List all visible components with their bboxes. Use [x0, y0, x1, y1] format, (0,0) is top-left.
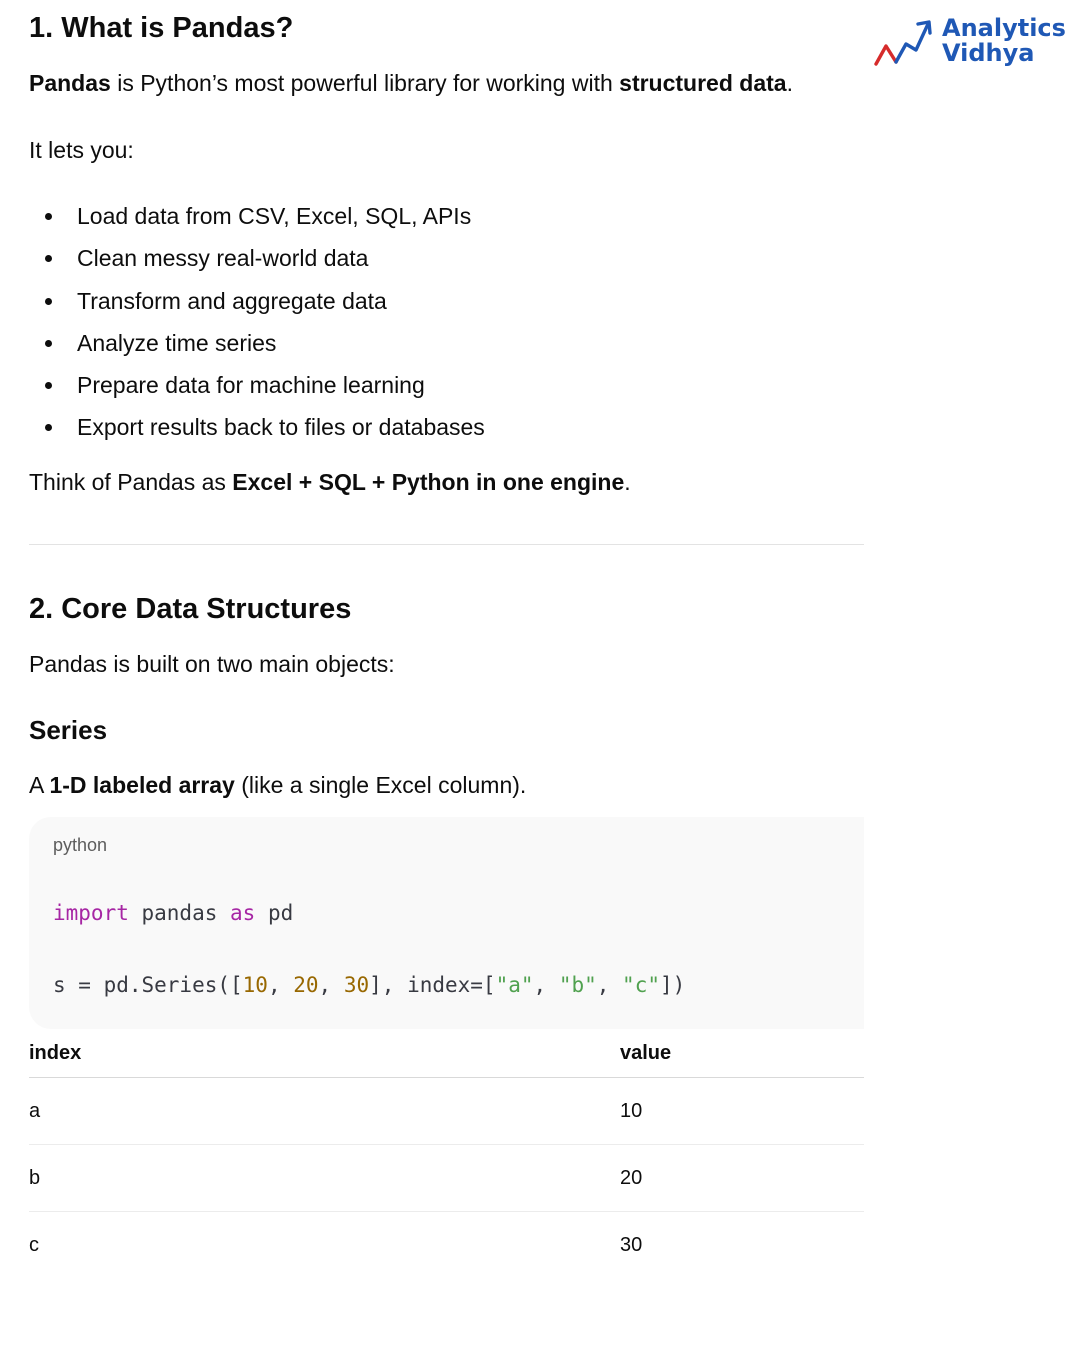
list-item-text: Clean messy real-world data	[77, 245, 369, 272]
list-item	[29, 239, 485, 281]
desc-tail: (like a single Excel column).	[234, 772, 527, 798]
list-item-text: Prepare data for machine learning	[77, 372, 425, 399]
trend-arrow-icon	[872, 16, 934, 70]
module-alias: pd	[255, 901, 294, 925]
logo-line-2: Vidhya	[942, 39, 1035, 67]
pandas-intro-paragraph	[29, 68, 793, 98]
analytics-vidhya-logo	[872, 16, 1072, 72]
summary-end: .	[624, 469, 631, 495]
summary-text: Think of Pandas as	[29, 469, 233, 495]
code-token: ,	[318, 973, 344, 997]
table-row	[29, 1212, 864, 1278]
list-item	[29, 366, 485, 408]
code-token: s = pd.Series([	[53, 973, 243, 997]
bullet-icon	[45, 213, 52, 220]
code-token: ], index=[	[369, 973, 496, 997]
list-item-text: Analyze time series	[77, 329, 277, 356]
code-number: 30	[343, 973, 370, 997]
list-item-text: Load data from CSV, Excel, SQL, APIs	[77, 203, 472, 229]
logo-line-1: Analytics	[942, 14, 1066, 42]
summary-emphasis: Excel + SQL + Python in one engine	[232, 469, 625, 495]
section-heading-what-is-pandas: 1. What is Pandas?	[29, 12, 294, 44]
table-cell: a	[29, 1100, 41, 1122]
table-cell: b	[29, 1167, 41, 1189]
code-line-series	[53, 971, 685, 999]
table-row	[29, 1145, 864, 1212]
table-header-row	[29, 1034, 864, 1078]
table-cell: 30	[620, 1234, 643, 1256]
list-item	[29, 282, 485, 324]
bullet-icon	[45, 298, 52, 305]
code-token: ,	[596, 973, 623, 997]
table-row	[29, 1078, 864, 1145]
keyword-import: import	[53, 901, 129, 925]
list-item	[29, 197, 485, 239]
intro-text: is Python’s most powerful library for working with	[110, 70, 620, 96]
table-cell: 20	[620, 1167, 643, 1189]
lets-you-paragraph: It lets you:	[29, 137, 134, 163]
table-header-value: value	[620, 1042, 672, 1064]
series-table	[29, 1034, 864, 1278]
code-string: "a"	[495, 973, 534, 997]
series-description	[29, 770, 526, 800]
pandas-term: Pandas	[29, 70, 111, 96]
list-item-text: Export results back to files or databases	[77, 414, 485, 441]
list-item	[29, 324, 485, 366]
section-divider	[29, 544, 864, 545]
code-language-label: python	[53, 835, 108, 855]
bullet-icon	[45, 424, 52, 431]
bullet-icon	[45, 382, 52, 389]
summary-paragraph	[29, 467, 631, 497]
series-subheading: Series	[29, 715, 108, 745]
code-token: ])	[659, 973, 686, 997]
keyword-as: as	[230, 901, 256, 925]
code-token: ,	[533, 973, 559, 997]
bullet-icon	[45, 255, 52, 262]
code-string: "b"	[558, 973, 597, 997]
section-heading-core-data-structures: 2. Core Data Structures	[29, 593, 352, 625]
code-string: "c"	[622, 973, 660, 997]
code-number: 10	[242, 973, 268, 997]
list-item	[29, 408, 485, 450]
code-token: ,	[267, 973, 294, 997]
module-name: pandas	[128, 901, 231, 925]
table-header-index: index	[29, 1042, 82, 1064]
table-cell: c	[29, 1234, 39, 1256]
intro-end: .	[786, 70, 793, 96]
core-structures-intro: Pandas is built on two main objects:	[29, 651, 395, 677]
structured-data-term: structured data	[619, 70, 787, 96]
desc-lead: A	[29, 772, 50, 798]
code-number: 20	[293, 973, 319, 997]
bullet-icon	[45, 340, 52, 347]
list-item-text: Transform and aggregate data	[77, 287, 387, 314]
logo-wordmark	[942, 16, 1066, 66]
capabilities-list	[29, 197, 485, 451]
table-cell: 10	[620, 1100, 643, 1122]
desc-emphasis: 1-D labeled array	[49, 772, 235, 798]
code-line-import	[53, 899, 293, 927]
